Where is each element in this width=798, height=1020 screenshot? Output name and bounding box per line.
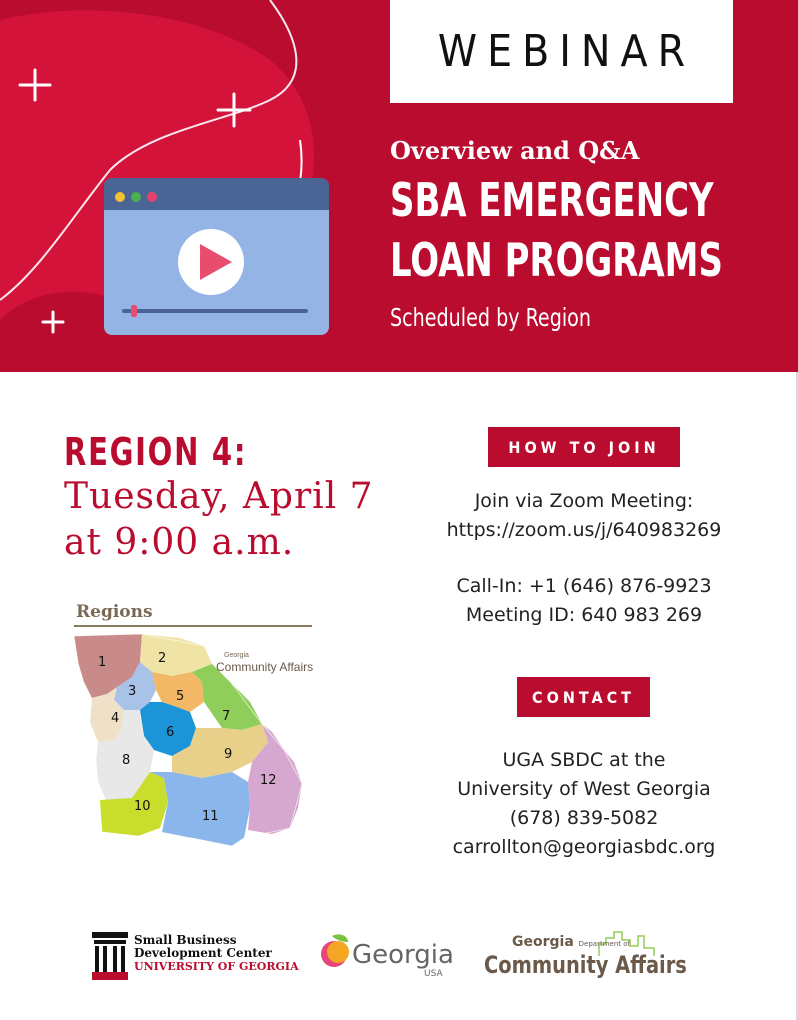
map-label-1: 1 [98,655,107,670]
webinar-badge [390,0,733,103]
video-player-icon [104,178,329,335]
map-label-4: 4 [111,711,120,726]
georgia-logo-word: Georgia [352,940,454,970]
contact-heading: CONTACT [517,677,650,717]
map-title: Regions [76,602,153,622]
call-info [420,572,748,630]
zoom-link[interactable]: https://zoom.us/j/640983269 [446,519,722,541]
map-label-3: 3 [128,684,137,699]
scheduled-text: Scheduled by Region [390,303,591,332]
uga-arch-icon [90,930,130,982]
georgia-peach-icon [314,930,354,970]
georgia-logo-usa: USA [424,969,443,979]
how-to-join-heading: HOW TO JOIN [488,427,680,467]
callin-number: Call-In: +1 (646) 876-9923 [456,575,712,597]
region-datetime [64,474,374,566]
join-info [420,487,748,545]
map-label-8: 8 [122,753,131,768]
contact-line-2: University of West Georgia [457,778,711,800]
sbdc-logo-text: Small Business Development Center UNIVERSITY OF GEORGIA [134,933,299,973]
title-line-1: SBA EMERGENCY [390,173,714,227]
decorative-blob [0,0,400,372]
contact-phone: (678) 839-5082 [509,807,659,829]
contact-line-1: UGA SBDC at the [502,749,666,771]
map-label-6: 6 [166,725,175,740]
map-label-7: 7 [222,709,231,724]
region-date: Tuesday, April 7 [64,476,374,517]
map-dca-logo: Georgia Community Affairs [216,652,314,674]
map-label-5: 5 [176,689,185,704]
map-label-11: 11 [202,809,219,824]
dca-logo-top: Georgia Department of [512,934,630,950]
region-time: at 9:00 a.m. [64,522,295,563]
page-title [390,170,723,290]
dca-logo-main: Community Affairs [484,951,687,979]
meeting-id: Meeting ID: 640 983 269 [465,604,703,626]
title-line-2: LOAN PROGRAMS [390,233,723,287]
region-label: REGION 4: [64,430,248,474]
map-label-10: 10 [134,799,151,814]
contact-email[interactable]: carrollton@georgiasbdc.org [452,836,716,858]
contact-info [420,746,748,862]
map-label-12: 12 [260,773,277,788]
subtitle: Overview and Q&A [390,136,640,165]
divider [74,625,312,627]
map-label-2: 2 [158,651,167,666]
webinar-label: WEBINAR [437,26,696,77]
join-line: Join via Zoom Meeting: [474,490,694,512]
map-label-9: 9 [224,747,233,762]
header-banner [0,0,798,372]
